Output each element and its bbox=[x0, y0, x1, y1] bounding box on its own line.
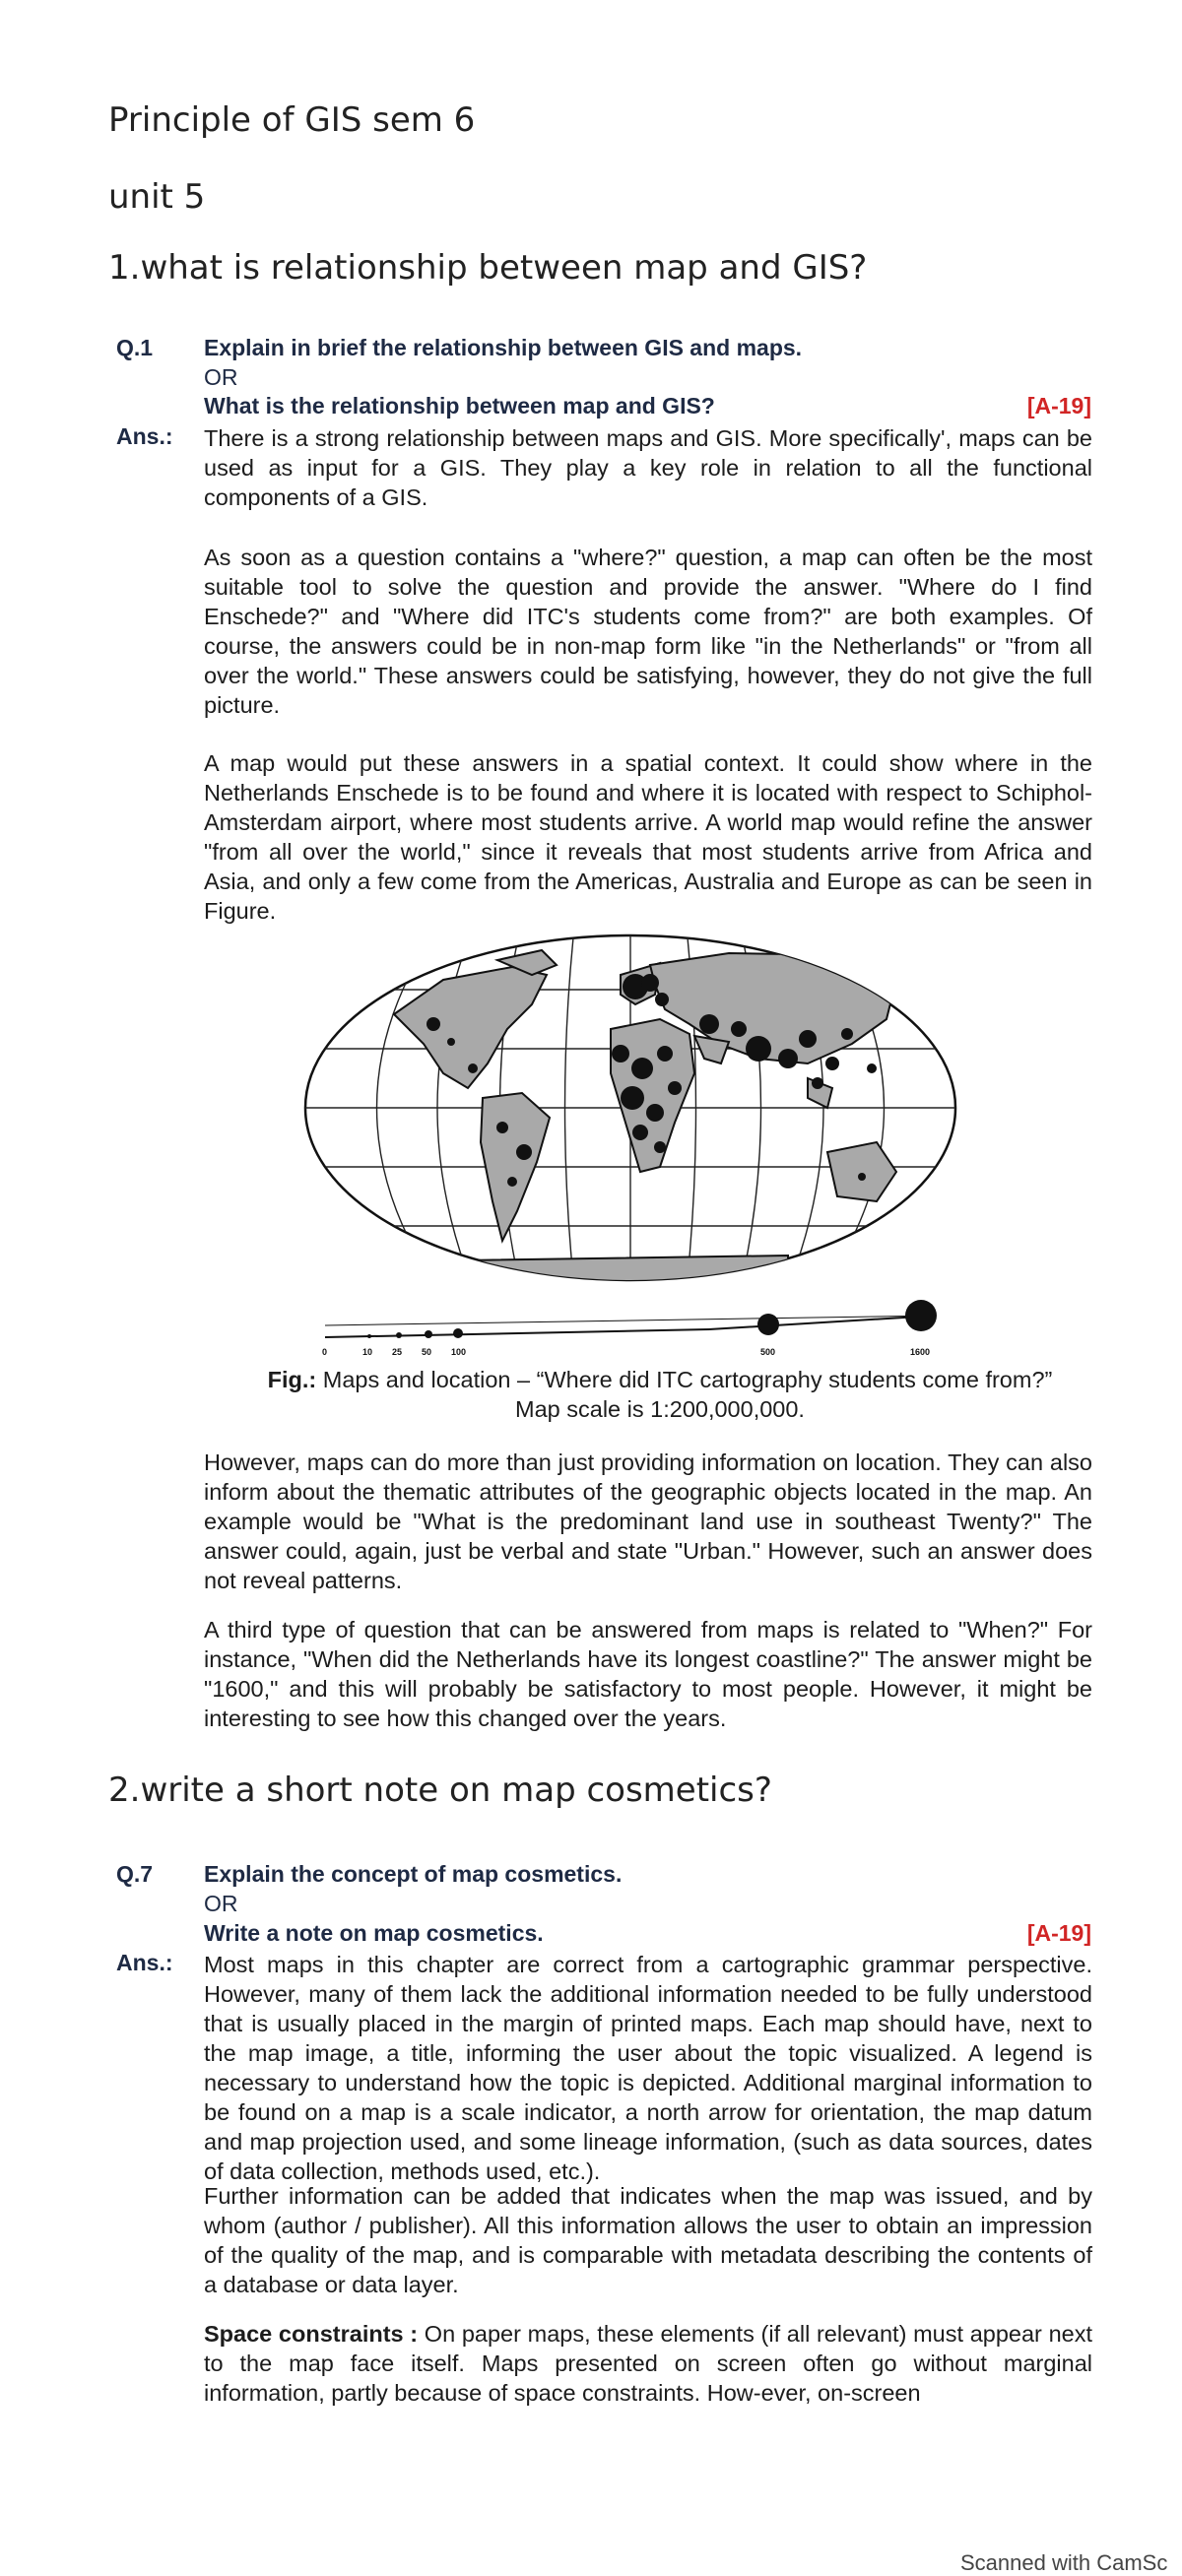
question-1-heading: 1.what is relationship between map and GIS? bbox=[108, 248, 868, 288]
q1-paragraph-1: There is a strong relationship between maps and GIS. More specifically', maps can be used as input for a GIS. They play a key role in relation to all the functional components of a GIS. bbox=[204, 425, 1092, 510]
q7-paragraph-2: Further information can be added that indicates when the map was issued, and by whom (author / publisher). All this information allows the user to obtain an impression of the quality of the map, and is comparable with metadata describing the contents of a database or data layer. bbox=[204, 2183, 1092, 2297]
q1-question: Explain in brief the relationship between GIS and maps. bbox=[204, 335, 803, 360]
scale-label-50: 50 bbox=[422, 1347, 432, 1357]
scale-label-100: 100 bbox=[451, 1347, 467, 1357]
document-title: Principle of GIS sem 6 bbox=[108, 100, 476, 140]
unit-heading: unit 5 bbox=[108, 177, 206, 217]
q1-paragraph-2: As soon as a question contains a "where?" question, a map can often be the most suitable tool to solve the question and provide the answer. "Where do I find Enschede?" and "Where did ITC's students come from?" are both examples. Of course, the answers could be in non-map form like "in the Netherlands" or "from all over the world." These answers could be satisfying, however, they do not give the full picture. bbox=[204, 545, 1092, 718]
figure-caption bbox=[227, 1365, 1093, 1424]
scale-label-0: 0 bbox=[322, 1347, 328, 1357]
world-map-figure bbox=[296, 926, 965, 1359]
space-constraints-title: Space constraints : bbox=[204, 2321, 419, 2347]
figure-caption-text: Maps and location – “Where did ITC cartography students come from?” bbox=[316, 1367, 1053, 1392]
space-constraints-text: On paper maps, these elements (if all relevant) must appear next to the map face itself. Maps presented on screen often go without marginal information, partly because of space constraints. How-ever, on-screen bbox=[204, 2321, 1092, 2406]
scale-labels bbox=[322, 1347, 930, 1357]
scale-label-500: 500 bbox=[760, 1347, 776, 1357]
q1-label: Q.1 bbox=[116, 335, 154, 360]
q7-answer-label: Ans.: bbox=[116, 1950, 173, 1975]
q7-exam-tag: [A-19] bbox=[1026, 1920, 1091, 1946]
scanner-watermark: Scanned with CamSc bbox=[960, 2550, 1168, 2575]
q7-paragraph-1: Most maps in this chapter are correct from a cartographic grammar perspective. However, many of them lack the additional information needed to be fully understood that is usually placed in the margin of printed maps. Each map should have, next to the map image, a title, informing the user about the topic visualized. A legend is necessary to understand how the topic is depicted. Additional marginal information to be found on a map is a scale indicator, a north arrow for orientation, the map datum and map projection used, and some lineage information, (such as data sources, dates of data collection, methods used, etc.). bbox=[204, 1952, 1092, 2184]
scale-label-25: 25 bbox=[392, 1347, 403, 1357]
scale-label-10: 10 bbox=[362, 1347, 373, 1357]
q1-exam-tag: [A-19] bbox=[1026, 393, 1091, 419]
q7-question: Explain the concept of map cosmetics. bbox=[204, 1861, 623, 1887]
q1-paragraph-4: However, maps can do more than just providing information on location. They can also inform about the thematic attributes of the geographic objects located in the map. An example would be "What is the predominant land use in southeast Twenty?" The answer could, again, just be verbal and state "Urban." However, such an answer does not reveal patterns. bbox=[204, 1449, 1092, 1593]
q7-label: Q.7 bbox=[116, 1861, 154, 1887]
q1-paragraph-3: A map would put these answers in a spatial context. It could show where in the Netherlands Enschede is to be found and where it is located with respect to Schiphol-Amsterdam airport, where most students arrive. A world map would refine the answer "from all over the world," since it reveals that most students arrive from Africa and Asia, and only a few come from the Americas, Australia and Europe as can be seen in Figure. bbox=[204, 750, 1092, 924]
figure-caption-line-2: Map scale is 1:200,000,000. bbox=[515, 1396, 805, 1422]
figure-caption-prefix: Fig.: bbox=[267, 1367, 317, 1392]
q7-alt-question: Write a note on map cosmetics. bbox=[204, 1920, 544, 1946]
scale-label-1600: 1600 bbox=[910, 1347, 931, 1357]
q1-alt-question: What is the relationship between map and GIS? bbox=[204, 393, 715, 419]
map-scale-bar bbox=[325, 1300, 937, 1338]
q1-or: OR bbox=[204, 364, 238, 390]
q1-paragraph-5: A third type of question that can be answered from maps is related to "When?" For instance, "When did the Netherlands have its longest coastline?" The answer might be "1600," and this will probably be satisfactory to most people. However, it might be interesting to see how this changed over the years. bbox=[204, 1617, 1092, 1731]
q7-or: OR bbox=[204, 1891, 238, 1916]
q7-space-constraints bbox=[204, 2319, 1092, 2408]
q1-answer-label: Ans.: bbox=[116, 423, 173, 449]
figure-caption-line-1 bbox=[227, 1365, 1093, 1394]
question-2-heading: 2.write a short note on map cosmetics? bbox=[108, 1771, 772, 1810]
